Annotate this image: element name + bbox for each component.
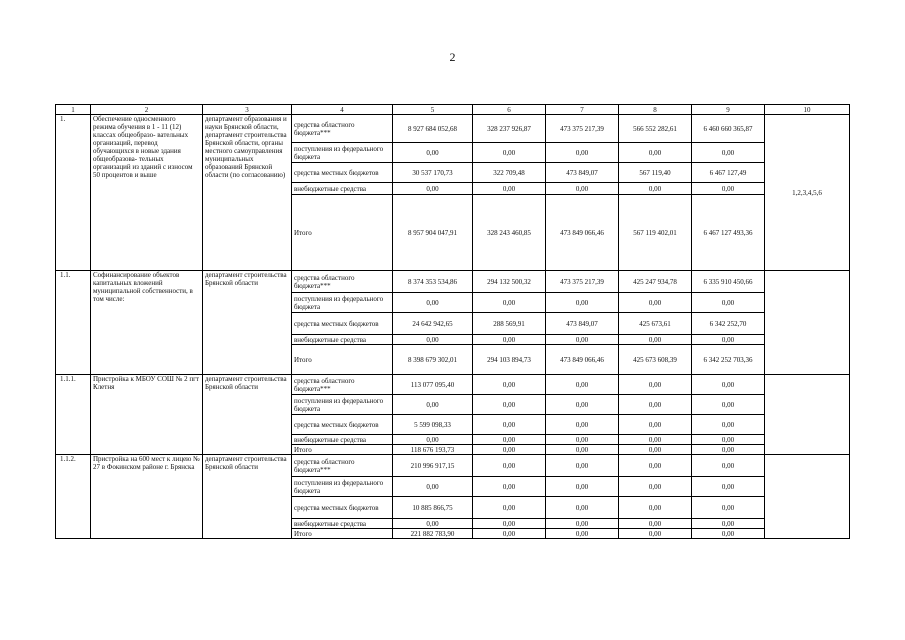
funding-source: поступления из федерального бюджета xyxy=(292,395,393,415)
table-row xyxy=(56,271,850,293)
amount-cell: 473 849 066,46 xyxy=(546,195,619,271)
amount-cell: 0,00 xyxy=(473,529,546,539)
amount-cell: 0,00 xyxy=(393,477,473,497)
amount-cell: 0,00 xyxy=(692,335,765,345)
item-index: 1.1.2. xyxy=(56,455,91,539)
amount-cell: 0,00 xyxy=(473,183,546,195)
funding-source: внебюджетные средства xyxy=(292,183,393,195)
funding-source: поступления из федерального бюджета xyxy=(292,477,393,497)
column-header: 7 xyxy=(546,105,619,115)
amount-cell: 0,00 xyxy=(473,335,546,345)
amount-cell: 0,00 xyxy=(473,143,546,163)
table-row xyxy=(56,115,850,143)
amount-cell: 0,00 xyxy=(619,293,692,313)
amount-cell: 0,00 xyxy=(546,445,619,455)
table-row xyxy=(56,455,850,477)
amount-cell: 0,00 xyxy=(546,335,619,345)
amount-cell: 0,00 xyxy=(619,335,692,345)
amount-cell: 0,00 xyxy=(473,497,546,519)
amount-cell: 473 375 217,39 xyxy=(546,115,619,143)
amount-cell: 473 849,07 xyxy=(546,313,619,335)
amount-cell: 6 335 910 450,66 xyxy=(692,271,765,293)
funding-source: Итого xyxy=(292,195,393,271)
amount-cell: 113 077 095,40 xyxy=(393,375,473,395)
funding-source: средства областного бюджета*** xyxy=(292,455,393,477)
amount-cell: 0,00 xyxy=(473,375,546,395)
amount-cell: 288 569,91 xyxy=(473,313,546,335)
funding-source: Итого xyxy=(292,445,393,455)
amount-cell: 0,00 xyxy=(546,293,619,313)
amount-cell: 0,00 xyxy=(473,445,546,455)
column-header: 10 xyxy=(765,105,850,115)
amount-cell: 473 849,07 xyxy=(546,163,619,183)
amount-cell: 0,00 xyxy=(393,519,473,529)
amount-cell: 0,00 xyxy=(546,477,619,497)
amount-cell: 473 849 066,46 xyxy=(546,345,619,375)
amount-cell: 0,00 xyxy=(393,183,473,195)
amount-cell: 0,00 xyxy=(619,519,692,529)
item-description: Пристройка к МБОУ СОШ № 2 пгт Клетня xyxy=(91,375,203,455)
amount-cell: 0,00 xyxy=(619,435,692,445)
amount-cell: 0,00 xyxy=(692,143,765,163)
column-header: 6 xyxy=(473,105,546,115)
item-executor: департамент образования и науки Брянской области, департамент строительства Брянской области, органы местного самоуправления муниципальных образований Брянской области (по согласованию) xyxy=(203,115,292,271)
amount-cell: 0,00 xyxy=(692,435,765,445)
amount-cell: 567 119 402,01 xyxy=(619,195,692,271)
amount-cell: 0,00 xyxy=(692,415,765,435)
funding-source: Итого xyxy=(292,345,393,375)
amount-cell: 0,00 xyxy=(393,335,473,345)
table-row xyxy=(56,375,850,395)
indicator-cell xyxy=(765,271,850,375)
amount-cell: 5 599 098,33 xyxy=(393,415,473,435)
funding-table xyxy=(55,104,850,539)
amount-cell: 118 676 193,73 xyxy=(393,445,473,455)
amount-cell: 6 467 127 493,36 xyxy=(692,195,765,271)
funding-source: Итого xyxy=(292,529,393,539)
funding-source: средства местных бюджетов xyxy=(292,313,393,335)
amount-cell: 0,00 xyxy=(619,415,692,435)
amount-cell: 0,00 xyxy=(692,293,765,313)
funding-source: средства областного бюджета*** xyxy=(292,375,393,395)
item-index: 1.1.1. xyxy=(56,375,91,455)
amount-cell: 425 673,61 xyxy=(619,313,692,335)
amount-cell: 0,00 xyxy=(619,143,692,163)
amount-cell: 0,00 xyxy=(473,415,546,435)
amount-cell: 0,00 xyxy=(619,529,692,539)
amount-cell: 473 375 217,39 xyxy=(546,271,619,293)
amount-cell: 294 132 500,32 xyxy=(473,271,546,293)
amount-cell: 0,00 xyxy=(692,519,765,529)
column-header: 9 xyxy=(692,105,765,115)
funding-source: внебюджетные средства xyxy=(292,519,393,529)
amount-cell: 8 374 353 534,86 xyxy=(393,271,473,293)
amount-cell: 0,00 xyxy=(546,415,619,435)
amount-cell: 0,00 xyxy=(473,455,546,477)
funding-source: внебюджетные средства xyxy=(292,435,393,445)
amount-cell: 0,00 xyxy=(546,395,619,415)
amount-cell: 0,00 xyxy=(473,395,546,415)
amount-cell: 566 552 282,61 xyxy=(619,115,692,143)
amount-cell: 328 237 926,87 xyxy=(473,115,546,143)
amount-cell: 322 709,48 xyxy=(473,163,546,183)
amount-cell: 0,00 xyxy=(619,183,692,195)
indicator-cell xyxy=(765,375,850,455)
amount-cell: 0,00 xyxy=(546,497,619,519)
amount-cell: 0,00 xyxy=(393,143,473,163)
item-description: Обеспечение односменного режима обучения в 1 - 11 (12) классах общеобразо- вательных организаций, перевод обучающихся в новые здания общеобразова- тельных организаций из зданий с износом 50 процентов и выше xyxy=(91,115,203,271)
amount-cell: 0,00 xyxy=(619,445,692,455)
indicator-cell: 1,2,3,4,5,6 xyxy=(765,115,850,271)
amount-cell: 10 885 866,75 xyxy=(393,497,473,519)
item-executor: департамент строительства Брянской области xyxy=(203,375,292,455)
item-description: Софинансирование объектов капитальных вложений муниципальной собственности, в том числе: xyxy=(91,271,203,375)
amount-cell: 328 243 460,85 xyxy=(473,195,546,271)
item-executor: департамент строительства Брянской области xyxy=(203,271,292,375)
amount-cell: 0,00 xyxy=(546,455,619,477)
item-description: Пристройка на 600 мест к лицею № 27 в Фокинском районе г. Брянска xyxy=(91,455,203,539)
amount-cell: 0,00 xyxy=(692,497,765,519)
amount-cell: 0,00 xyxy=(619,455,692,477)
amount-cell: 425 247 934,78 xyxy=(619,271,692,293)
funding-source: поступления из федерального бюджета xyxy=(292,143,393,163)
amount-cell: 294 103 894,73 xyxy=(473,345,546,375)
amount-cell: 6 460 660 365,87 xyxy=(692,115,765,143)
amount-cell: 0,00 xyxy=(393,293,473,313)
amount-cell: 0,00 xyxy=(546,183,619,195)
funding-source: средства местных бюджетов xyxy=(292,415,393,435)
funding-source: средства областного бюджета*** xyxy=(292,271,393,293)
amount-cell: 0,00 xyxy=(546,143,619,163)
amount-cell: 0,00 xyxy=(393,435,473,445)
column-header: 4 xyxy=(292,105,393,115)
amount-cell: 0,00 xyxy=(473,293,546,313)
funding-source: средства областного бюджета*** xyxy=(292,115,393,143)
amount-cell: 0,00 xyxy=(692,445,765,455)
amount-cell: 0,00 xyxy=(692,455,765,477)
amount-cell: 0,00 xyxy=(692,477,765,497)
amount-cell: 210 996 917,15 xyxy=(393,455,473,477)
funding-source: поступления из федерального бюджета xyxy=(292,293,393,313)
amount-cell: 6 467 127,49 xyxy=(692,163,765,183)
item-index: 1. xyxy=(56,115,91,271)
amount-cell: 0,00 xyxy=(619,497,692,519)
item-executor: департамент строительства Брянской области xyxy=(203,455,292,539)
amount-cell: 0,00 xyxy=(473,477,546,497)
amount-cell: 0,00 xyxy=(546,529,619,539)
amount-cell: 8 398 679 302,01 xyxy=(393,345,473,375)
amount-cell: 0,00 xyxy=(692,395,765,415)
header-row xyxy=(56,105,850,115)
funding-source: средства местных бюджетов xyxy=(292,497,393,519)
amount-cell: 6 342 252,70 xyxy=(692,313,765,335)
amount-cell: 0,00 xyxy=(393,395,473,415)
column-header: 8 xyxy=(619,105,692,115)
column-header: 5 xyxy=(393,105,473,115)
column-header: 1 xyxy=(56,105,91,115)
amount-cell: 0,00 xyxy=(619,477,692,497)
amount-cell: 425 673 608,39 xyxy=(619,345,692,375)
amount-cell: 0,00 xyxy=(473,519,546,529)
amount-cell: 6 342 252 703,36 xyxy=(692,345,765,375)
amount-cell: 567 119,40 xyxy=(619,163,692,183)
amount-cell: 0,00 xyxy=(692,375,765,395)
amount-cell: 0,00 xyxy=(546,519,619,529)
amount-cell: 221 882 783,90 xyxy=(393,529,473,539)
item-index: 1.1. xyxy=(56,271,91,375)
indicator-cell xyxy=(765,455,850,539)
amount-cell: 8 957 904 047,91 xyxy=(393,195,473,271)
amount-cell: 0,00 xyxy=(692,183,765,195)
funding-source: средства местных бюджетов xyxy=(292,163,393,183)
amount-cell: 0,00 xyxy=(546,435,619,445)
amount-cell: 0,00 xyxy=(473,435,546,445)
column-header: 3 xyxy=(203,105,292,115)
amount-cell: 24 642 942,65 xyxy=(393,313,473,335)
amount-cell: 30 537 170,73 xyxy=(393,163,473,183)
amount-cell: 8 927 684 052,68 xyxy=(393,115,473,143)
amount-cell: 0,00 xyxy=(692,529,765,539)
page-number: 2 xyxy=(449,50,456,64)
column-header: 2 xyxy=(91,105,203,115)
amount-cell: 0,00 xyxy=(619,395,692,415)
amount-cell: 0,00 xyxy=(619,375,692,395)
amount-cell: 0,00 xyxy=(546,375,619,395)
funding-source: внебюджетные средства xyxy=(292,335,393,345)
